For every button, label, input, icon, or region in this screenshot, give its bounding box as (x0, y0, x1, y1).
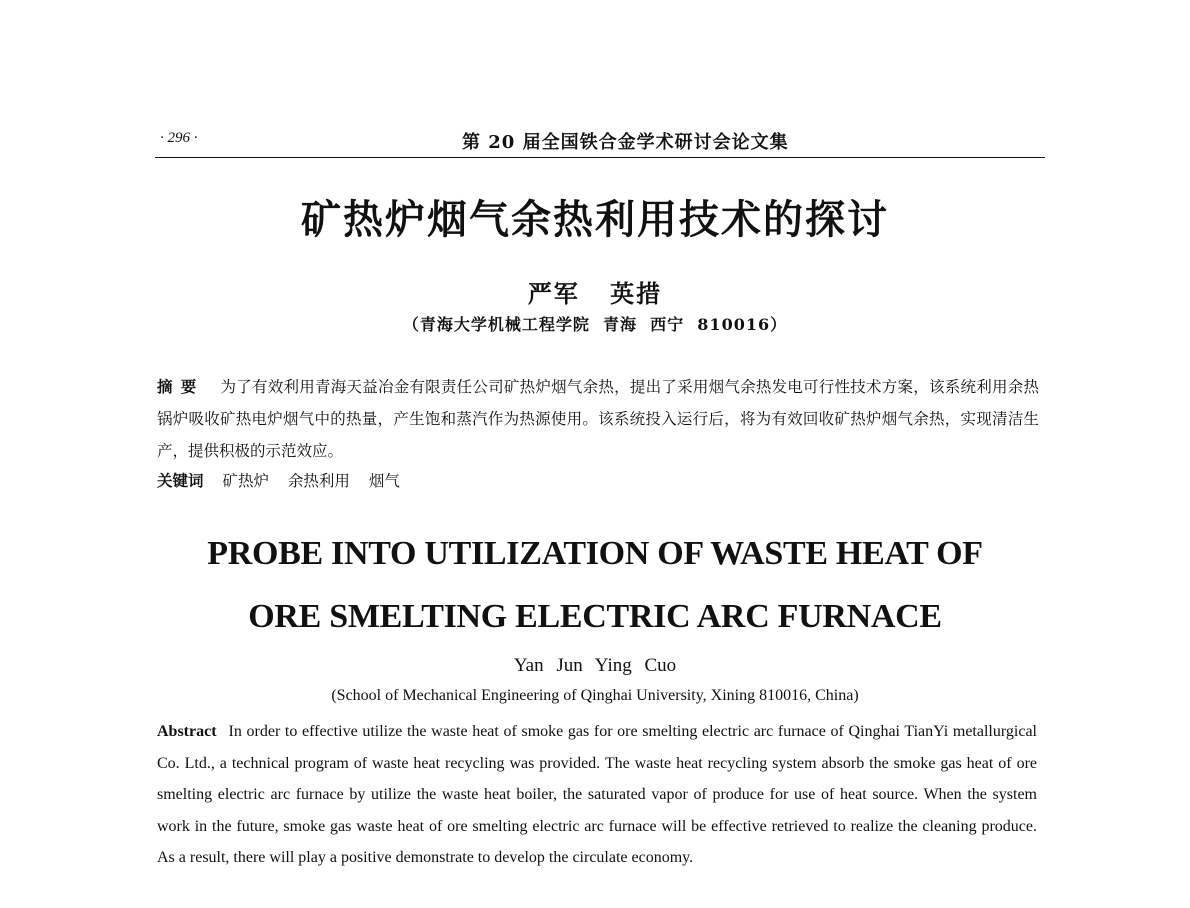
keyword: 矿热炉 (222, 472, 269, 490)
chinese-title: 矿热炉烟气余热利用技术的探讨 (301, 196, 889, 243)
running-header: 第 20 届全国铁合金学术研讨会论文集 (462, 132, 789, 153)
chinese-abstract-label: 摘要 (157, 377, 205, 396)
chinese-authors: 严军 英措 (527, 279, 663, 308)
chinese-keywords (157, 465, 1039, 497)
english-authors: Yan Jun Ying Cuo (513, 655, 677, 676)
header-rule (155, 157, 1045, 158)
chinese-abstract (157, 371, 1039, 467)
chinese-abstract-text: 为了有效利用青海天益冶金有限责任公司矿热炉烟气余热，提出了采用烟气余热发电可行性技术方案，该系统利用余热锅炉吸收矿热电炉烟气中的热量，产生饱和蒸汽作为热源使用。该系统投入运行后，将为有效回收矿热炉烟气余热，实现清洁生产，提供积极的示范效应。 (157, 378, 1039, 460)
chinese-keywords-label: 关键词 (157, 471, 204, 490)
english-abstract (157, 716, 1037, 874)
english-affiliation: (School of Mechanical Engineering of Qinghai University, Xining 810016, China) (331, 687, 859, 704)
english-abstract-label: Abstract (157, 723, 217, 740)
page-number: · 296 · (160, 130, 198, 146)
keyword: 烟气 (368, 472, 400, 490)
chinese-affiliation: （青海大学机械工程学院 青海 西宁 810016） (402, 315, 788, 334)
english-title-line-1: PROBE INTO UTILIZATION OF WASTE HEAT OF (207, 535, 983, 572)
keyword: 余热利用 (287, 472, 350, 490)
english-abstract-text: In order to effective utilize the waste heat of smoke gas for ore smelting electric arc furnace of Qinghai TianYi metallurgical Co. Ltd., a technical program of waste heat recycling was provided. The waste heat recycling system absorb the smoke gas heat of ore smelting electric arc furnace by utilize the waste heat boiler, the saturated vapor of produce for use of heat source. When the system work in the future, smoke gas waste heat of ore smelting electric arc furnace will be effective retrieved to realize the cleaning produce. As a result, there will play a positive demonstrate to develop the circulate economy. (157, 723, 1037, 866)
english-title-line-2: ORE SMELTING ELECTRIC ARC FURNACE (248, 598, 942, 635)
